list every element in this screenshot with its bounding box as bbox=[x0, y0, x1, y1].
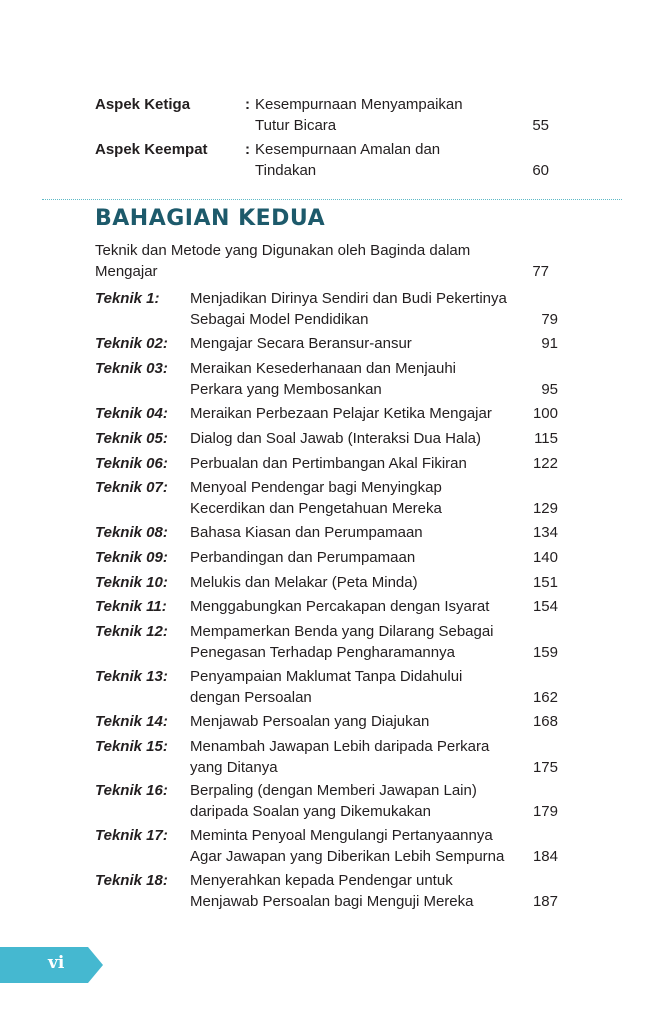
entry-title: Penyampaian Maklumat Tanpa Didahului dengan Persoalan bbox=[190, 668, 463, 706]
entry-label: Teknik 02: bbox=[95, 335, 168, 352]
entry-title: Menjadikan Dirinya Sendiri dan Budi Pekertinya Sebagai Model Pendidikan bbox=[190, 290, 507, 328]
entry-title: Menggabungkan Percakapan dengan Isyarat bbox=[190, 598, 490, 615]
entry-page: 134 bbox=[532, 524, 558, 541]
entry-title: Menambah Jawapan Lebih daripada Perkara yang Ditanya bbox=[190, 738, 490, 776]
entry-label: Teknik 1: bbox=[95, 290, 160, 307]
entry-title: Mempamerkan Benda yang Dilarang Sebagai Penegasan Terhadap Pengharamannya bbox=[190, 623, 494, 661]
entry-title: Bahasa Kiasan dan Perumpamaan bbox=[190, 524, 423, 541]
page-number: vi bbox=[48, 953, 65, 973]
entry-label: Teknik 06: bbox=[95, 455, 168, 472]
entry-page: 184 bbox=[532, 848, 558, 865]
entry-page: 129 bbox=[532, 500, 558, 517]
entry-label: Teknik 11: bbox=[95, 598, 167, 615]
entry-label: Teknik 10: bbox=[95, 574, 168, 591]
entry-title: Menyerahkan kepada Pendengar untuk Menjawab Persoalan bagi Menguji Mereka bbox=[190, 872, 474, 910]
entry-label: Teknik 08: bbox=[95, 524, 168, 541]
section-intro-page: 77 bbox=[532, 263, 549, 280]
section-intro bbox=[95, 240, 555, 282]
entry-title: Melukis dan Melakar (Peta Minda) bbox=[190, 574, 418, 591]
entry-label: Teknik 16: bbox=[95, 782, 168, 799]
aspect-label: Aspek Keempat bbox=[95, 141, 208, 158]
entry-label: Teknik 12: bbox=[95, 623, 168, 640]
aspect-page: 60 bbox=[532, 162, 549, 179]
entry-page: 175 bbox=[532, 759, 558, 776]
entry-page: 179 bbox=[532, 803, 558, 820]
entry-page: 154 bbox=[532, 598, 558, 615]
aspect-colon: : bbox=[245, 96, 250, 113]
entry-page: 91 bbox=[541, 335, 558, 352]
entry-page: 95 bbox=[541, 381, 558, 398]
entry-label: Teknik 14: bbox=[95, 713, 168, 730]
entry-label: Teknik 13: bbox=[95, 668, 168, 685]
entry-label: Teknik 15: bbox=[95, 738, 168, 755]
entry-page: 115 bbox=[534, 430, 558, 447]
entry-title: Perbandingan dan Perumpamaan bbox=[190, 549, 416, 566]
entry-title: Dialog dan Soal Jawab (Interaksi Dua Hala) bbox=[190, 430, 481, 447]
entry-title: Meraikan Kesederhanaan dan Menjauhi Perkara yang Membosankan bbox=[190, 360, 457, 398]
aspect-title: Kesempurnaan Amalan dan Tindakan bbox=[255, 141, 441, 179]
section-heading: BAHAGIAN KEDUA bbox=[95, 206, 326, 231]
aspect-page: 55 bbox=[532, 117, 549, 134]
entry-title: Meraikan Perbezaan Pelajar Ketika Mengajar bbox=[190, 405, 492, 422]
entry-title: Mengajar Secara Beransur-ansur bbox=[190, 335, 412, 352]
entry-page: 159 bbox=[532, 644, 558, 661]
entry-page: 168 bbox=[532, 713, 558, 730]
entry-label: Teknik 17: bbox=[95, 827, 168, 844]
entry-label: Teknik 03: bbox=[95, 360, 168, 377]
entry-page: 122 bbox=[532, 455, 558, 472]
entry-page: 79 bbox=[541, 311, 558, 328]
entry-label: Teknik 07: bbox=[95, 479, 168, 496]
entry-page: 187 bbox=[532, 893, 558, 910]
section-divider bbox=[42, 199, 622, 200]
entry-title: Menjawab Persoalan yang Diajukan bbox=[190, 713, 430, 730]
section-intro-text: Teknik dan Metode yang Digunakan oleh Baginda dalam Mengajar bbox=[95, 242, 471, 280]
entry-label: Teknik 05: bbox=[95, 430, 168, 447]
entry-label: Teknik 09: bbox=[95, 549, 168, 566]
aspect-title: Kesempurnaan Menyampaikan Tutur Bicara bbox=[255, 96, 463, 134]
entry-title: Berpaling (dengan Memberi Jawapan Lain) daripada Soalan yang Dikemukakan bbox=[190, 782, 477, 820]
entry-page: 162 bbox=[532, 689, 558, 706]
entry-label: Teknik 04: bbox=[95, 405, 168, 422]
entry-page: 100 bbox=[532, 405, 558, 422]
entry-title: Menyoal Pendengar bagi Menyingkap Kecerdikan dan Pengetahuan Mereka bbox=[190, 479, 442, 517]
entry-page: 151 bbox=[532, 574, 558, 591]
entry-page: 140 bbox=[532, 549, 558, 566]
aspect-colon: : bbox=[245, 141, 250, 158]
entry-title: Meminta Penyoal Mengulangi Pertanyaannya Agar Jawapan yang Diberikan Lebih Sempurna bbox=[190, 827, 505, 865]
entry-label: Teknik 18: bbox=[95, 872, 168, 889]
entry-title: Perbualan dan Pertimbangan Akal Fikiran bbox=[190, 455, 467, 472]
aspect-label: Aspek Ketiga bbox=[95, 96, 191, 113]
